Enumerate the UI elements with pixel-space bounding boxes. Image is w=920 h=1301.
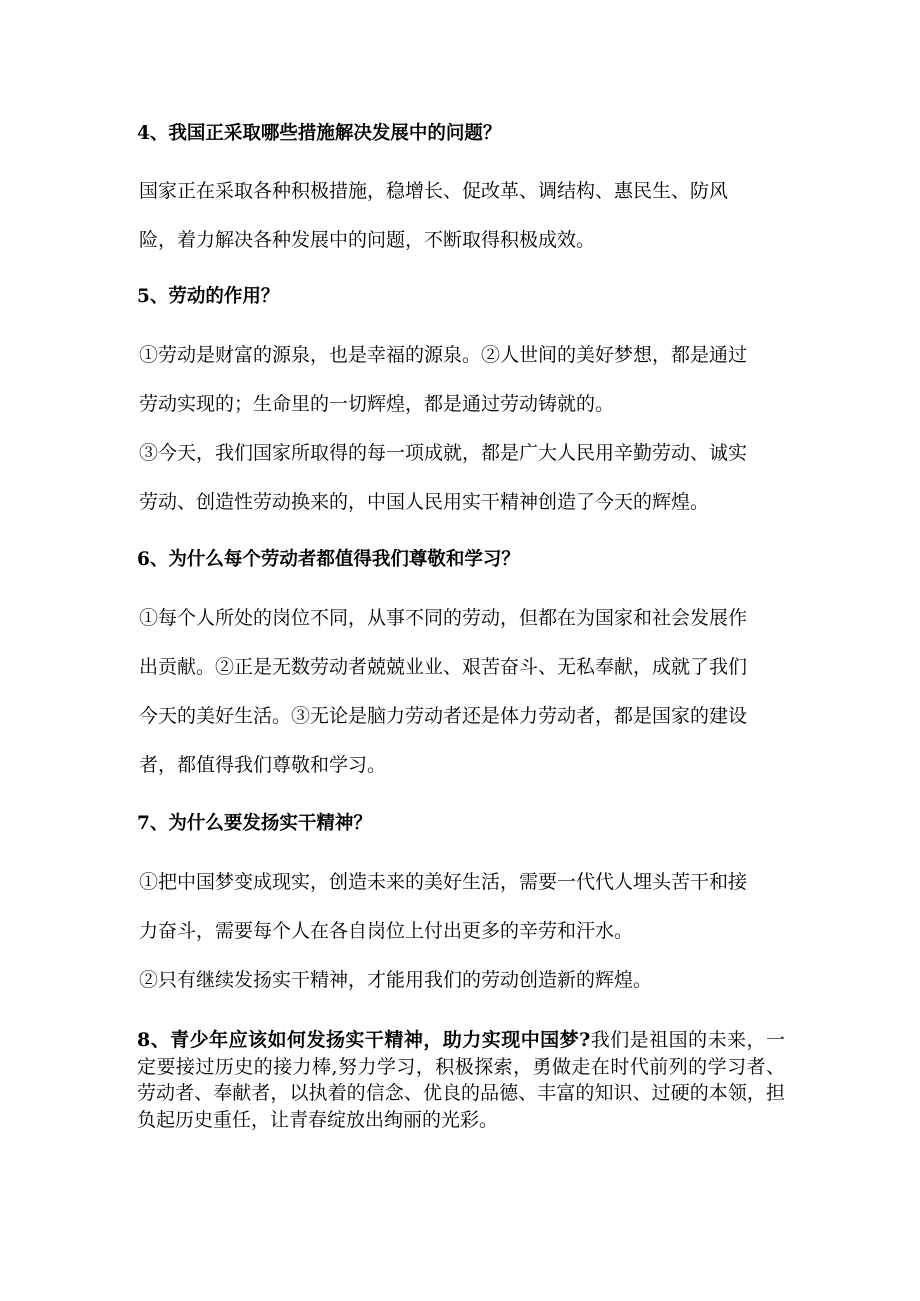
answer-7-line-3: ②只有继续发扬实干精神，才能用我们的劳动创造新的辉煌。 bbox=[139, 969, 653, 991]
answer-7-line-1: ①把中国梦变成现实，创造未来的美好生活，需要一代代人埋头苦干和接 bbox=[139, 871, 748, 893]
question-6-title: 6、为什么每个劳动者都值得我们尊敬和学习？ bbox=[137, 549, 520, 570]
section-8-paragraph bbox=[137, 1027, 785, 1133]
answer-4-line-2: 险，着力解决各种发展中的问题，不断取得积极成效。 bbox=[139, 229, 596, 251]
answer-5-line-3: ③今天，我们国家所取得的每一项成就，都是广大人民用辛勤劳动、诚实 bbox=[139, 442, 748, 464]
answer-5-line-1: ①劳动是财富的源泉，也是幸福的源泉。②人世间的美好梦想，都是通过 bbox=[139, 344, 748, 366]
question-7-title: 7、为什么要发扬实干精神？ bbox=[137, 813, 372, 834]
question-8-title: 8、青少年应该如何发扬实干精神，助力实现中国梦? bbox=[137, 1029, 591, 1051]
answer-6-line-2: 出贡献。②正是无数劳动者兢兢业业、艰苦奋斗、无私奉献，成就了我们 bbox=[139, 656, 748, 678]
answer-4-line-1: 国家正在采取各种积极措施，稳增长、促改革、调结构、惠民生、防风 bbox=[139, 180, 729, 202]
question-4-title: 4、我国正采取哪些措施解决发展中的问题？ bbox=[137, 123, 502, 144]
answer-6-line-1: ①每个人所处的岗位不同，从事不同的劳动，但都在为国家和社会发展作 bbox=[139, 607, 748, 629]
question-5-title: 5、劳动的作用？ bbox=[137, 286, 280, 307]
answer-6-line-4: 者，都值得我们尊敬和学习。 bbox=[139, 754, 387, 776]
answer-5-line-4: 劳动、创造性劳动换来的，中国人民用实干精神创造了今天的辉煌。 bbox=[139, 491, 710, 513]
answer-6-line-3: 今天的美好生活。③无论是脑力劳动者还是体力劳动者，都是国家的建设 bbox=[139, 705, 748, 727]
answer-7-line-2: 力奋斗，需要每个人在各自岗位上付出更多的辛劳和汗水。 bbox=[139, 920, 634, 942]
answer-8-body: 我们是祖国的未来，一定要接过历史的接力棒,努力学习，积极探索，勇做走在时代前列的学习者、劳动者、奉献者，以执着的信念、优良的品德、丰富的知识、过硬的本领，担负起历史重任，让青春绽放出绚丽的光彩。 bbox=[137, 1029, 785, 1131]
answer-5-line-2: 劳动实现的；生命里的一切辉煌，都是通过劳动铸就的。 bbox=[139, 393, 615, 415]
